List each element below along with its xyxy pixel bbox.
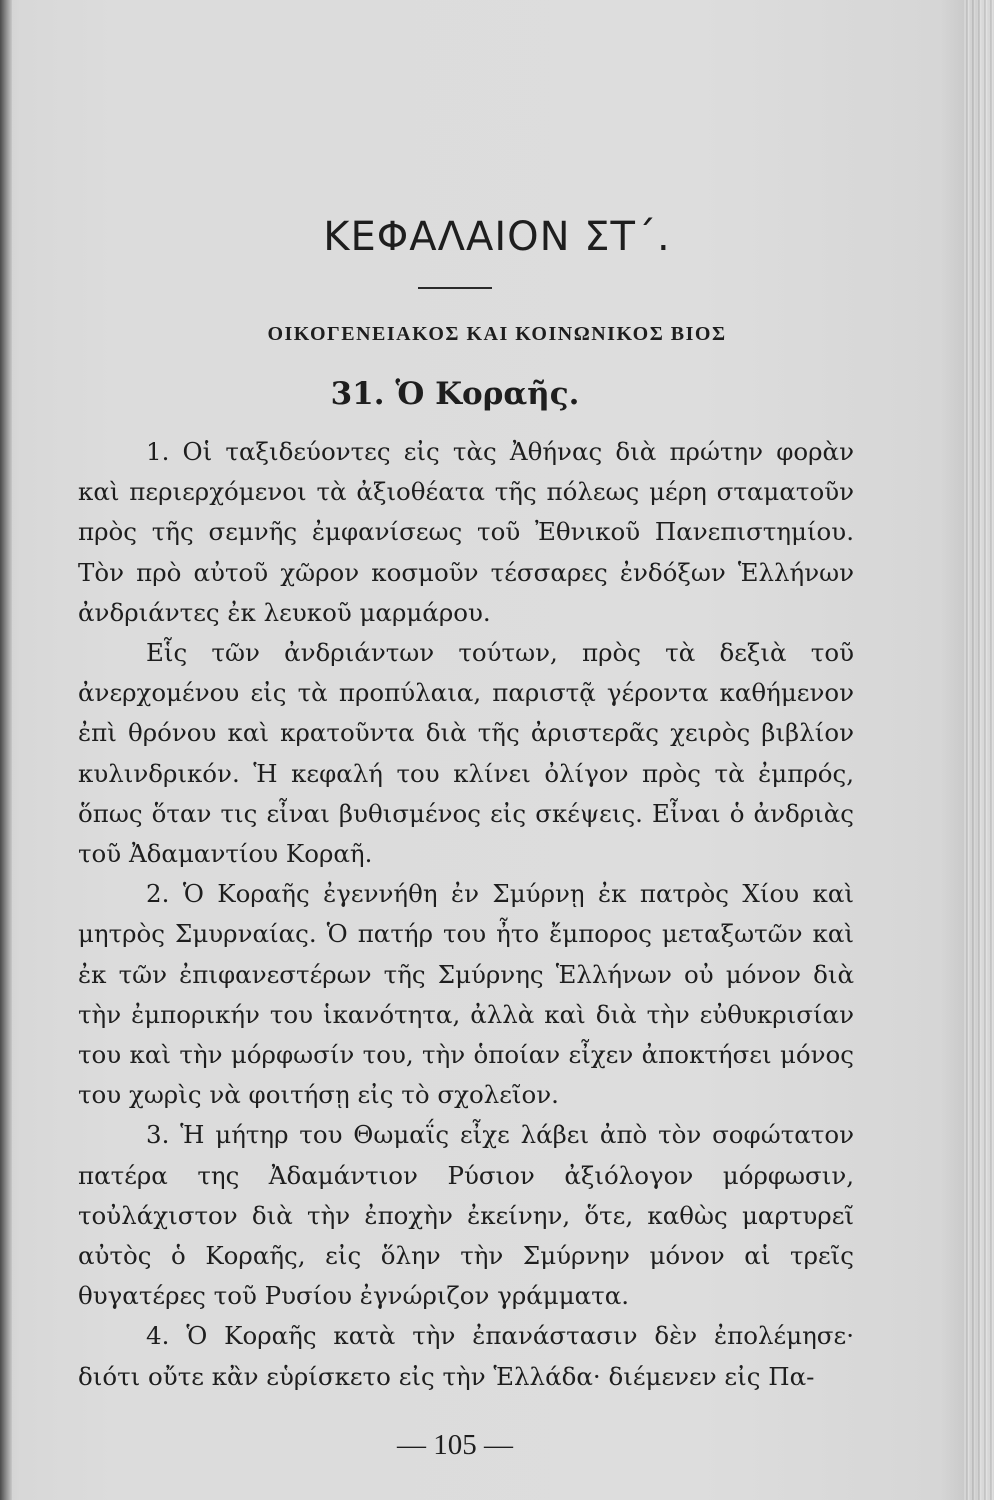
title-rule bbox=[418, 287, 492, 289]
section-heading: ΟΙΚΟΓΕΝΕΙΑΚΟΣ ΚΑΙ ΚΟΙΝΩΝΙΚΟΣ ΒΙΟΣ bbox=[267, 323, 727, 345]
paragraph: Εἷς τῶν ἀνδριάντων τούτων, πρὸς τὰ δεξιὰ τοῦ ἀνερχομένου εἰς τὰ προπύλαια, παριστᾷ γέροντα καθήμενον ἐπὶ θρόνου καὶ κρατοῦντα διὰ τῆς ἀριστερᾶς χειρὸς βιβλίον κυλινδρικόν. Ἡ κεφαλή του κλίνει ὀλίγον πρὸς τὰ ἐμπρός, ὅπως ὅταν τις εἶναι βυθισμένος εἰς σκέψεις. Εἶναι ὁ ἀνδριὰς τοῦ Ἀδαμαντίου Κοραῆ. bbox=[78, 638, 854, 869]
subsection-title: 31. Ὁ Κοραῆς. bbox=[330, 376, 580, 412]
chapter-title: ΚΕΦΑΛΑΙΟΝ ΣΤ΄. bbox=[323, 214, 671, 260]
paragraph: 2. Ὁ Κοραῆς ἐγεννήθη ἐν Σμύρνῃ ἐκ πατρὸς Χίου καὶ μητρὸς Σμυρναίας. Ὁ πατήρ του ἦτο ἔμπορος μεταξωτῶν καὶ ἐκ τῶν ἐπιφανεστέρων τῆς Σμύρνης Ἑλλήνων οὐ μόνον διὰ τὴν ἐμπορικήν του ἱκανότητα, ἀλλὰ καὶ διὰ τὴν εὐθυκρισίαν του καὶ τὴν μόρφωσίν του, τὴν ὁποίαν εἶχεν ἀποκτήσει μόνος του χωρὶς νὰ φοιτήσῃ εἰς τὸ σχολεῖον. bbox=[78, 879, 854, 1110]
paragraph: 4. Ὁ Κοραῆς κατὰ τὴν ἐπανάστασιν δὲν ἐπολέμησε· διότι οὔτε κἂν εὑρίσκετο εἰς τὴν Ἑλλάδα· διέμενεν εἰς Πα- bbox=[78, 1321, 854, 1391]
body-text bbox=[78, 432, 854, 1397]
page-number: — 105 — bbox=[397, 1429, 513, 1461]
paragraph: 3. Ἡ μήτηρ του Θωμαΐς εἶχε λάβει ἀπὸ τὸν σοφώτατον πατέρα της Ἀδαμάντιον Ρύσιον ἀξιόλογον μόρφωσιν, τοὐλάχιστον διὰ τὴν ἐποχὴν ἐκείνην, ὅτε, καθὼς μαρτυρεῖ αὐτὸς ὁ Κοραῆς, εἰς ὅλην τὴν Σμύρνην μόνον αἱ τρεῖς θυγατέρες τοῦ Ρυσίου ἐγνώριζον γράμματα. bbox=[78, 1120, 854, 1311]
paragraph: 1. Οἱ ταξιδεύοντες εἰς τὰς Ἀθήνας διὰ πρώτην φορὰν καὶ περιερχόμενοι τὰ ἀξιοθέατα τῆς πόλεως μέρη σταματοῦν πρὸς τῆς σεμνῆς ἐμφανίσεως τοῦ Ἐθνικοῦ Πανεπιστημίου. Τὸν πρὸ αὐτοῦ χῶρον κοσμοῦν τέσσαρες ἐνδόξων Ἑλλήνων ἀνδριάντες ἐκ λευκοῦ μαρμάρου. bbox=[78, 437, 854, 627]
